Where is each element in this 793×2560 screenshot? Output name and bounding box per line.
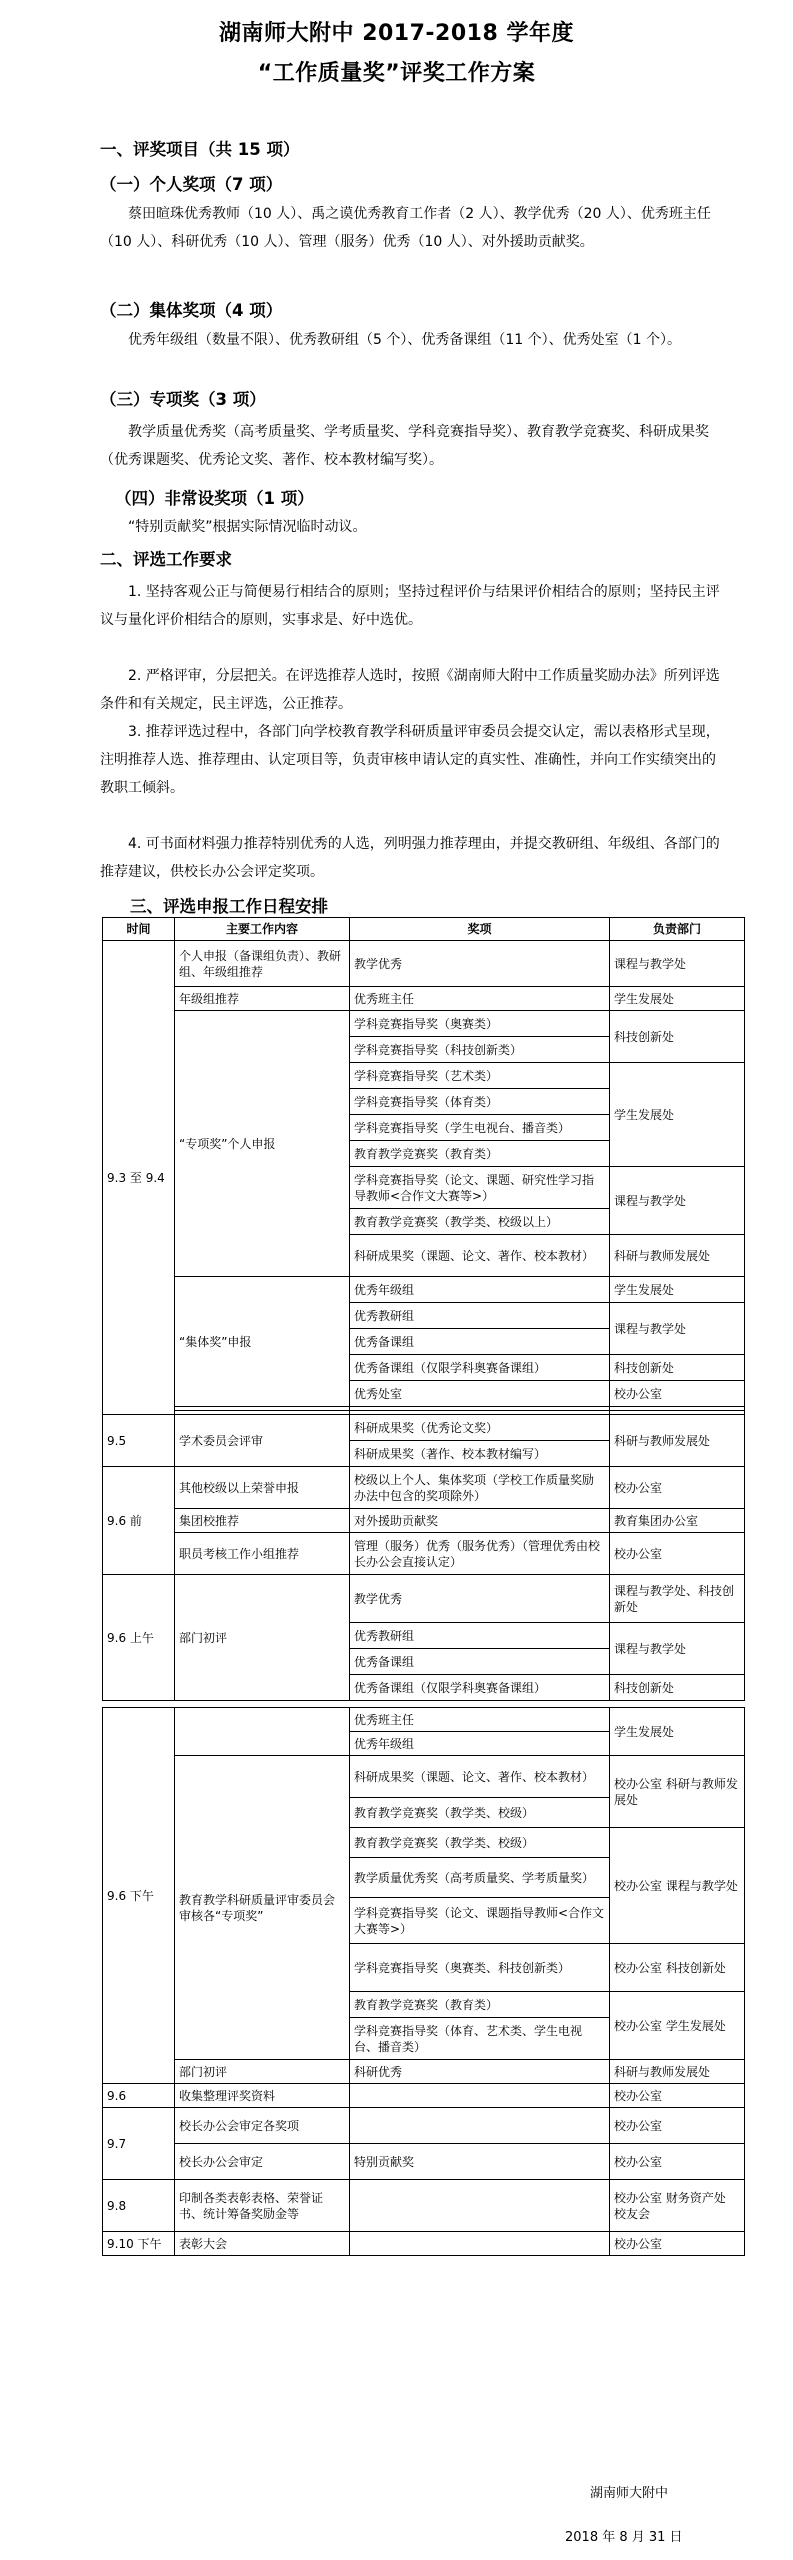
table-row xyxy=(103,1533,745,1575)
dept-cell: 校办公室 xyxy=(610,1533,745,1575)
section2-p2: 2. 严格评审，分层把关。在评选推荐人选时，按照《湖南师大附中工作质量奖励办法》所列评选条件和有关规定，民主评选，公正推荐。 xyxy=(100,668,720,712)
item-cell: 优秀教研组 xyxy=(350,1623,610,1649)
content-cell: 校长办公会审定各奖项 xyxy=(175,2108,350,2144)
sub2-heading: （二）集体奖项（4 项） xyxy=(100,301,283,320)
time-cell: 9.8 xyxy=(103,2180,175,2232)
item-cell: 学科竞赛指导奖（体育、艺术类、学生电视台、播音类） xyxy=(350,2018,610,2060)
item-cell: 管理（服务）优秀（服务优秀）（管理优秀由校长办公会直接认定） xyxy=(350,1533,610,1575)
table-row xyxy=(103,2232,745,2256)
table-row xyxy=(103,1708,745,1732)
dept-cell: 课程与教学处 xyxy=(610,1167,745,1235)
dept-cell: 科技创新处 xyxy=(610,1011,745,1063)
schedule-table xyxy=(102,917,745,2256)
content-cell: 年级组推荐 xyxy=(175,987,350,1011)
dept-cell: 科研与教师发展处 xyxy=(610,2060,745,2084)
time-cell: 9.6 xyxy=(103,2084,175,2108)
content-cell xyxy=(175,1708,350,1756)
content-cell: 印制各类表彰表格、荣誉证书、统计筹备奖励金等 xyxy=(175,2180,350,2232)
table-row xyxy=(103,2060,745,2084)
dept-cell: 课程与教学处、科技创新处 xyxy=(610,1575,745,1623)
item-cell: 科研优秀 xyxy=(350,2060,610,2084)
table-gap-row xyxy=(103,1701,745,1708)
item-cell: 科研成果奖（著作、校本教材编写） xyxy=(350,1441,610,1467)
time-cell: 9.6 下午 xyxy=(103,1708,175,2084)
time-cell: 9.10 下午 xyxy=(103,2232,175,2256)
table-row xyxy=(103,987,745,1011)
table-row xyxy=(103,2084,745,2108)
item-cell: 优秀处室 xyxy=(350,1381,610,1407)
signature-date: 2018 年 8 月 31 日 xyxy=(565,2530,683,2545)
signature-org: 湖南师大附中 xyxy=(590,2486,669,2501)
item-cell: 科研成果奖（课题、论文、著作、校本教材） xyxy=(350,1756,610,1798)
dept-cell: 校办公室 xyxy=(610,2144,745,2180)
item-cell: 教学优秀 xyxy=(350,1575,610,1623)
dept-cell: 校办公室 财务资产处 校友会 xyxy=(610,2180,745,2232)
sub2-text: 优秀年级组（数量不限）、优秀教研组（5 个）、优秀备课组（11 个）、优秀处室（1 个）。 xyxy=(128,332,681,348)
dept-cell: 学生发展处 xyxy=(610,1708,745,1756)
dept-cell: 学生发展处 xyxy=(610,1277,745,1303)
dept-cell: 科研与教师发展处 xyxy=(610,1235,745,1277)
sub4-heading: （四）非常设奖项（1 项） xyxy=(115,489,314,508)
dept-cell: 学生发展处 xyxy=(610,1063,745,1167)
dept-cell: 教育集团办公室 xyxy=(610,1509,745,1533)
content-cell: 其他校级以上荣誉申报 xyxy=(175,1467,350,1509)
item-cell: 学科竞赛指导奖（体育类） xyxy=(350,1089,610,1115)
content-cell: 职员考核工作小组推荐 xyxy=(175,1533,350,1575)
table-row xyxy=(103,2180,745,2232)
col-header-time: 时间 xyxy=(103,918,175,941)
dept-cell: 校办公室 xyxy=(610,2232,745,2256)
table-row xyxy=(103,941,745,987)
dept-cell: 校办公室 xyxy=(610,1381,745,1407)
item-cell: 学科竞赛指导奖（艺术类） xyxy=(350,1063,610,1089)
item-cell: 学科竞赛指导奖（奥赛类、科技创新类） xyxy=(350,1944,610,1992)
item-cell: 学科竞赛指导奖（科技创新类） xyxy=(350,1037,610,1063)
item-cell: 学科竞赛指导奖（论文、课题指导教师<合作文大赛等>） xyxy=(350,1898,610,1944)
item-cell: 教育教学竞赛奖（教育类） xyxy=(350,1141,610,1167)
item-cell: 教育教学竞赛奖（教育类） xyxy=(350,1992,610,2018)
section2-p4: 4. 可书面材料强力推荐特别优秀的人选，列明强力推荐理由，并提交教研组、年级组、各部门的推荐建议，供校长办公会评定奖项。 xyxy=(100,836,720,880)
content-cell: 校长办公会审定 xyxy=(175,2144,350,2180)
section2-p3: 3. 推荐评选过程中，各部门向学校教育教学科研质量评审委员会提交认定，需以表格形式呈现，注明推荐人选、推荐理由、认定项目等，负责审核申请认定的真实性、准确性，并向工作实绩突出的教职工倾斜。 xyxy=(100,724,720,796)
dept-cell: 课程与教学处 xyxy=(610,941,745,987)
item-cell: 优秀班主任 xyxy=(350,987,610,1011)
dept-cell: 校办公室 课程与教学处 xyxy=(610,1828,745,1944)
item-cell: 优秀备课组（仅限学科奥赛备课组） xyxy=(350,1675,610,1701)
content-cell: 表彰大会 xyxy=(175,2232,350,2256)
item-cell: 对外援助贡献奖 xyxy=(350,1509,610,1533)
sub1-heading: （一）个人奖项（7 项） xyxy=(100,175,283,194)
section2-p1: 1. 坚持客观公正与简便易行相结合的原则；坚持过程评价与结果评价相结合的原则；坚持民主评议与量化评价相结合的原则，实事求是、好中选优。 xyxy=(100,584,720,628)
item-cell: 特别贡献奖 xyxy=(350,2144,610,2180)
table-header-row xyxy=(103,918,745,941)
item-cell: 优秀备课组 xyxy=(350,1329,610,1355)
dept-cell: 校办公室 xyxy=(610,1467,745,1509)
section2-heading: 二、评选工作要求 xyxy=(100,550,232,569)
dept-cell: 课程与教学处 xyxy=(610,1623,745,1675)
sub1-text: 蔡田暄珠优秀教师（10 人）、禹之谟优秀教育工作者（2 人）、教学优秀（20 人）、优秀班主任（10 人）、科研优秀（10 人）、管理（服务）优秀（10 人）、对外援助贡献奖。 xyxy=(100,206,711,250)
dept-cell: 科研与教师发展处 xyxy=(610,1415,745,1467)
time-cell: 9.6 上午 xyxy=(103,1575,175,1701)
dept-cell: 科技创新处 xyxy=(610,1675,745,1701)
item-cell: 优秀年级组 xyxy=(350,1732,610,1756)
table-row xyxy=(103,1467,745,1509)
time-cell: 9.6 前 xyxy=(103,1467,175,1575)
item-cell: 科研成果奖（优秀论文奖） xyxy=(350,1415,610,1441)
item-cell: 优秀教研组 xyxy=(350,1303,610,1329)
col-header-dept: 负责部门 xyxy=(610,918,745,941)
table-row xyxy=(103,1575,745,1623)
item-cell xyxy=(350,2180,610,2232)
content-cell: 集团校推荐 xyxy=(175,1509,350,1533)
item-cell: 学科竞赛指导奖（学生电视台、播音类） xyxy=(350,1115,610,1141)
table-row xyxy=(103,1756,745,1798)
table-row xyxy=(103,2144,745,2180)
item-cell: 教学质量优秀奖（高考质量奖、学考质量奖） xyxy=(350,1858,610,1898)
item-cell: 学科竞赛指导奖（论文、课题、研究性学习指导教师<合作文大赛等>） xyxy=(350,1167,610,1209)
item-cell xyxy=(350,2084,610,2108)
document-title-line2: “工作质量奖”评奖工作方案 xyxy=(257,61,536,86)
content-cell: “专项奖”个人申报 xyxy=(175,1011,350,1277)
dept-cell: 校办公室 学生发展处 xyxy=(610,1992,745,2060)
sub4-text: “特别贡献奖”根据实际情况临时动议。 xyxy=(128,519,367,535)
content-cell: 部门初评 xyxy=(175,2060,350,2084)
item-cell: 校级以上个人、集体奖项（学校工作质量奖励办法中包含的奖项除外） xyxy=(350,1467,610,1509)
dept-cell: 科技创新处 xyxy=(610,1355,745,1381)
item-cell: 优秀备课组 xyxy=(350,1649,610,1675)
time-cell: 9.3 至 9.4 xyxy=(103,941,175,1415)
col-header-item: 奖项 xyxy=(350,918,610,941)
time-cell: 9.7 xyxy=(103,2108,175,2180)
item-cell: 教育教学竞赛奖（教学类、校级以上） xyxy=(350,1209,610,1235)
item-cell: 学科竞赛指导奖（奥赛类） xyxy=(350,1011,610,1037)
item-cell: 教育教学竞赛奖（教学类、校级） xyxy=(350,1828,610,1858)
col-header-content: 主要工作内容 xyxy=(175,918,350,941)
dept-cell: 校办公室 xyxy=(610,2084,745,2108)
content-cell: 学术委员会评审 xyxy=(175,1415,350,1467)
item-cell: 优秀班主任 xyxy=(350,1708,610,1732)
dept-cell: 校办公室 xyxy=(610,2108,745,2144)
sub3-heading: （三）专项奖（3 项） xyxy=(100,390,266,409)
sub3-text: 教学质量优秀奖（高考质量奖、学考质量奖、学科竞赛指导奖）、教育教学竞赛奖、科研成果奖（优秀课题奖、优秀论文奖、著作、校本教材编写奖）。 xyxy=(100,424,709,468)
content-cell: 部门初评 xyxy=(175,1575,350,1701)
section3-heading: 三、评选申报工作日程安排 xyxy=(130,897,328,916)
content-cell: 个人申报（备课组负责）、教研组、年级组推荐 xyxy=(175,941,350,987)
dept-cell: 学生发展处 xyxy=(610,987,745,1011)
table-row xyxy=(103,1415,745,1441)
item-cell: 教学优秀 xyxy=(350,941,610,987)
item-cell xyxy=(350,2108,610,2144)
item-cell: 科研成果奖（课题、论文、著作、校本教材） xyxy=(350,1235,610,1277)
item-cell: 优秀年级组 xyxy=(350,1277,610,1303)
content-cell: 教育教学科研质量评审委员会审核各“专项奖” xyxy=(175,1756,350,2060)
dept-cell: 校办公室 科研与教师发展处 xyxy=(610,1756,745,1828)
section1-heading: 一、评奖项目（共 15 项） xyxy=(100,140,300,159)
document-title-line1: 湖南师大附中 2017-2018 学年度 xyxy=(219,21,574,46)
dept-cell: 课程与教学处 xyxy=(610,1303,745,1355)
item-cell xyxy=(350,2232,610,2256)
dept-cell: 校办公室 科技创新处 xyxy=(610,1944,745,1992)
item-cell: 优秀备课组（仅限学科奥赛备课组） xyxy=(350,1355,610,1381)
table-row xyxy=(103,1011,745,1037)
table-row xyxy=(103,1277,745,1303)
item-cell: 教育教学竞赛奖（教学类、校级） xyxy=(350,1798,610,1828)
content-cell: “集体奖”申报 xyxy=(175,1277,350,1407)
time-cell: 9.5 xyxy=(103,1415,175,1467)
table-row xyxy=(103,1509,745,1533)
table-row xyxy=(103,2108,745,2144)
content-cell: 收集整理评奖资料 xyxy=(175,2084,350,2108)
